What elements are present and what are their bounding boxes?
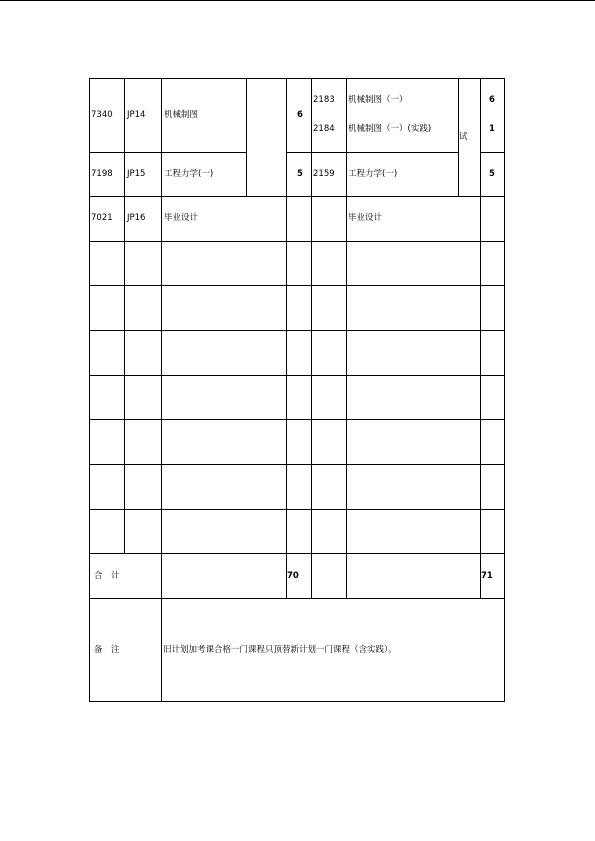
new-course-name: 毕业设计 — [348, 213, 383, 223]
table-rule — [161, 78, 162, 702]
table-rule — [89, 701, 504, 702]
old-course-code: 7198 — [91, 169, 113, 179]
table-rule — [286, 78, 287, 599]
course-number: JP16 — [127, 213, 146, 223]
table-rule — [480, 152, 504, 153]
old-course-credit: 6 — [297, 110, 303, 120]
table-rule — [124, 78, 125, 554]
page-top-rule — [0, 0, 595, 1]
new-course-credit: 6 — [489, 95, 495, 105]
old-course-name: 机械制图 — [164, 110, 199, 120]
old-course-name: 工程力学(一) — [164, 169, 214, 179]
new-course-name: 机械制图（一） — [348, 95, 408, 105]
new-course-code: 2183 — [313, 95, 335, 105]
table-rule — [246, 78, 247, 196]
table-rule — [89, 419, 504, 420]
old-course-name: 毕业设计 — [164, 213, 199, 223]
total-label: 合 计 — [94, 571, 120, 581]
old-course-credit: 5 — [297, 169, 303, 179]
new-course-code: 2159 — [313, 169, 335, 179]
table-rule — [89, 598, 504, 599]
table-rule — [89, 330, 504, 331]
exam-mark: 试 — [459, 132, 468, 142]
course-number: JP14 — [127, 110, 146, 120]
table-rule — [89, 553, 504, 554]
table-rule — [311, 78, 312, 599]
table-rule — [480, 78, 481, 599]
table-rule — [89, 375, 504, 376]
table-rule — [89, 78, 90, 702]
new-total-credit: 71 — [481, 571, 493, 581]
new-course-name: 工程力学(一) — [348, 169, 398, 179]
new-course-code: 2184 — [313, 124, 335, 134]
table-rule — [89, 285, 504, 286]
new-course-credit: 5 — [489, 169, 495, 179]
table-rule — [504, 78, 505, 702]
old-course-code: 7340 — [91, 110, 113, 120]
course-number: JP15 — [127, 169, 146, 179]
table-rule — [89, 78, 504, 79]
table-rule — [89, 152, 246, 153]
old-course-code: 7021 — [91, 213, 113, 223]
remarks-text: 旧计划加考课合格一门课程只顶替新计划一门课程（含实践）。 — [163, 645, 397, 655]
new-course-name: 机械制图（一）(实践) — [348, 124, 432, 134]
table-rule — [346, 78, 347, 599]
old-total-credit: 70 — [287, 571, 299, 581]
table-rule — [89, 241, 504, 242]
remarks-label: 备 注 — [94, 645, 120, 655]
new-course-credit: 1 — [489, 124, 495, 134]
table-rule — [89, 196, 504, 197]
table-rule — [89, 509, 504, 510]
table-rule — [89, 464, 504, 465]
